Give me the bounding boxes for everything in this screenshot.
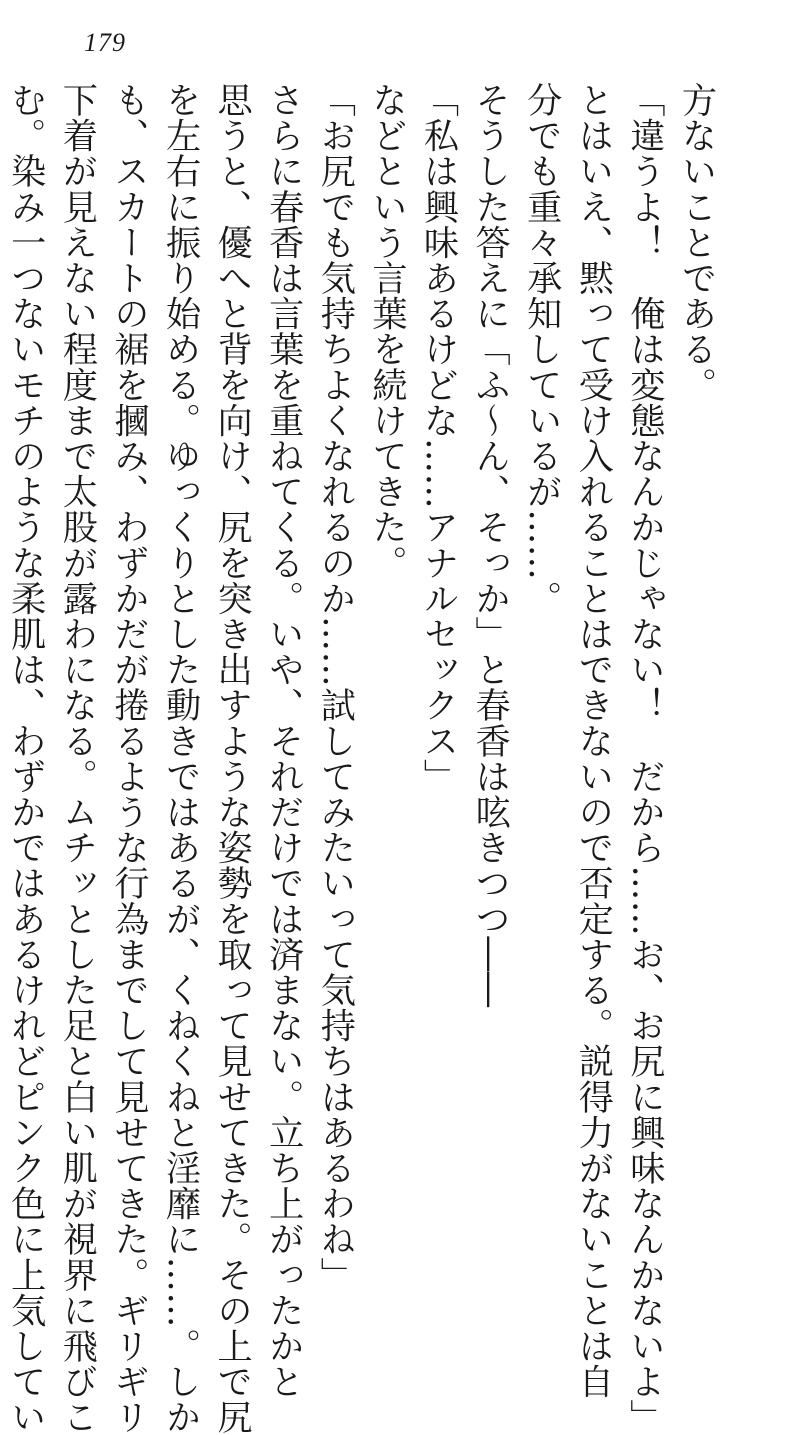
text-line: 思うと、優へと背を向け、尻を突き出すような姿勢を取って見せてきた。その上で尻 [211,82,253,1435]
page-number: 179 [84,28,126,57]
text-line: も、スカートの裾を摑み、わずかだが捲るような行為までして見せてきた。ギリギリ [108,82,150,1435]
text-line: 方ないことである。 [676,82,717,403]
text-line: む。染み一つないモチのような柔肌は、わずかではあるけれどピンク色に上気してい [5,82,47,1435]
text-line: さらに春香は言葉を重ねてくる。いや、それだけでは済まない。立ち上がったかと [263,82,305,1400]
text-line: とはいえ、黙って受け入れることはできないので否定する。説得力がないことは自 [572,82,614,1400]
text-line: を左右に振り始める。ゆっくりとした動きではあるが、くねくねと淫靡に……。しか [160,82,202,1435]
text-line: 「私は興味あるけどな……アナルセックス」 [418,82,460,794]
text-line: 「お尻でも気持ちよくなれるのか……試してみたいって気持ちはあるわね」 [314,82,356,1293]
vertical-text-body [5,82,722,1435]
text-line: 分でも重々承知しているが……。 [521,82,563,616]
text-line: などという言葉を続けてきた。 [366,82,408,581]
text-line: 下着が見えない程度まで太股が露わになる。ムチッとした足と白い肌が視界に飛びこ [56,82,98,1435]
text-line: そうした答えに「ふ〜ん、そっか」と春香は呟きつつ―― [469,82,511,1008]
text-line: 「違うよ！ 俺は変態なんかじゃない！ だから……お、お尻に興味なんかないよ」 [624,82,666,1435]
